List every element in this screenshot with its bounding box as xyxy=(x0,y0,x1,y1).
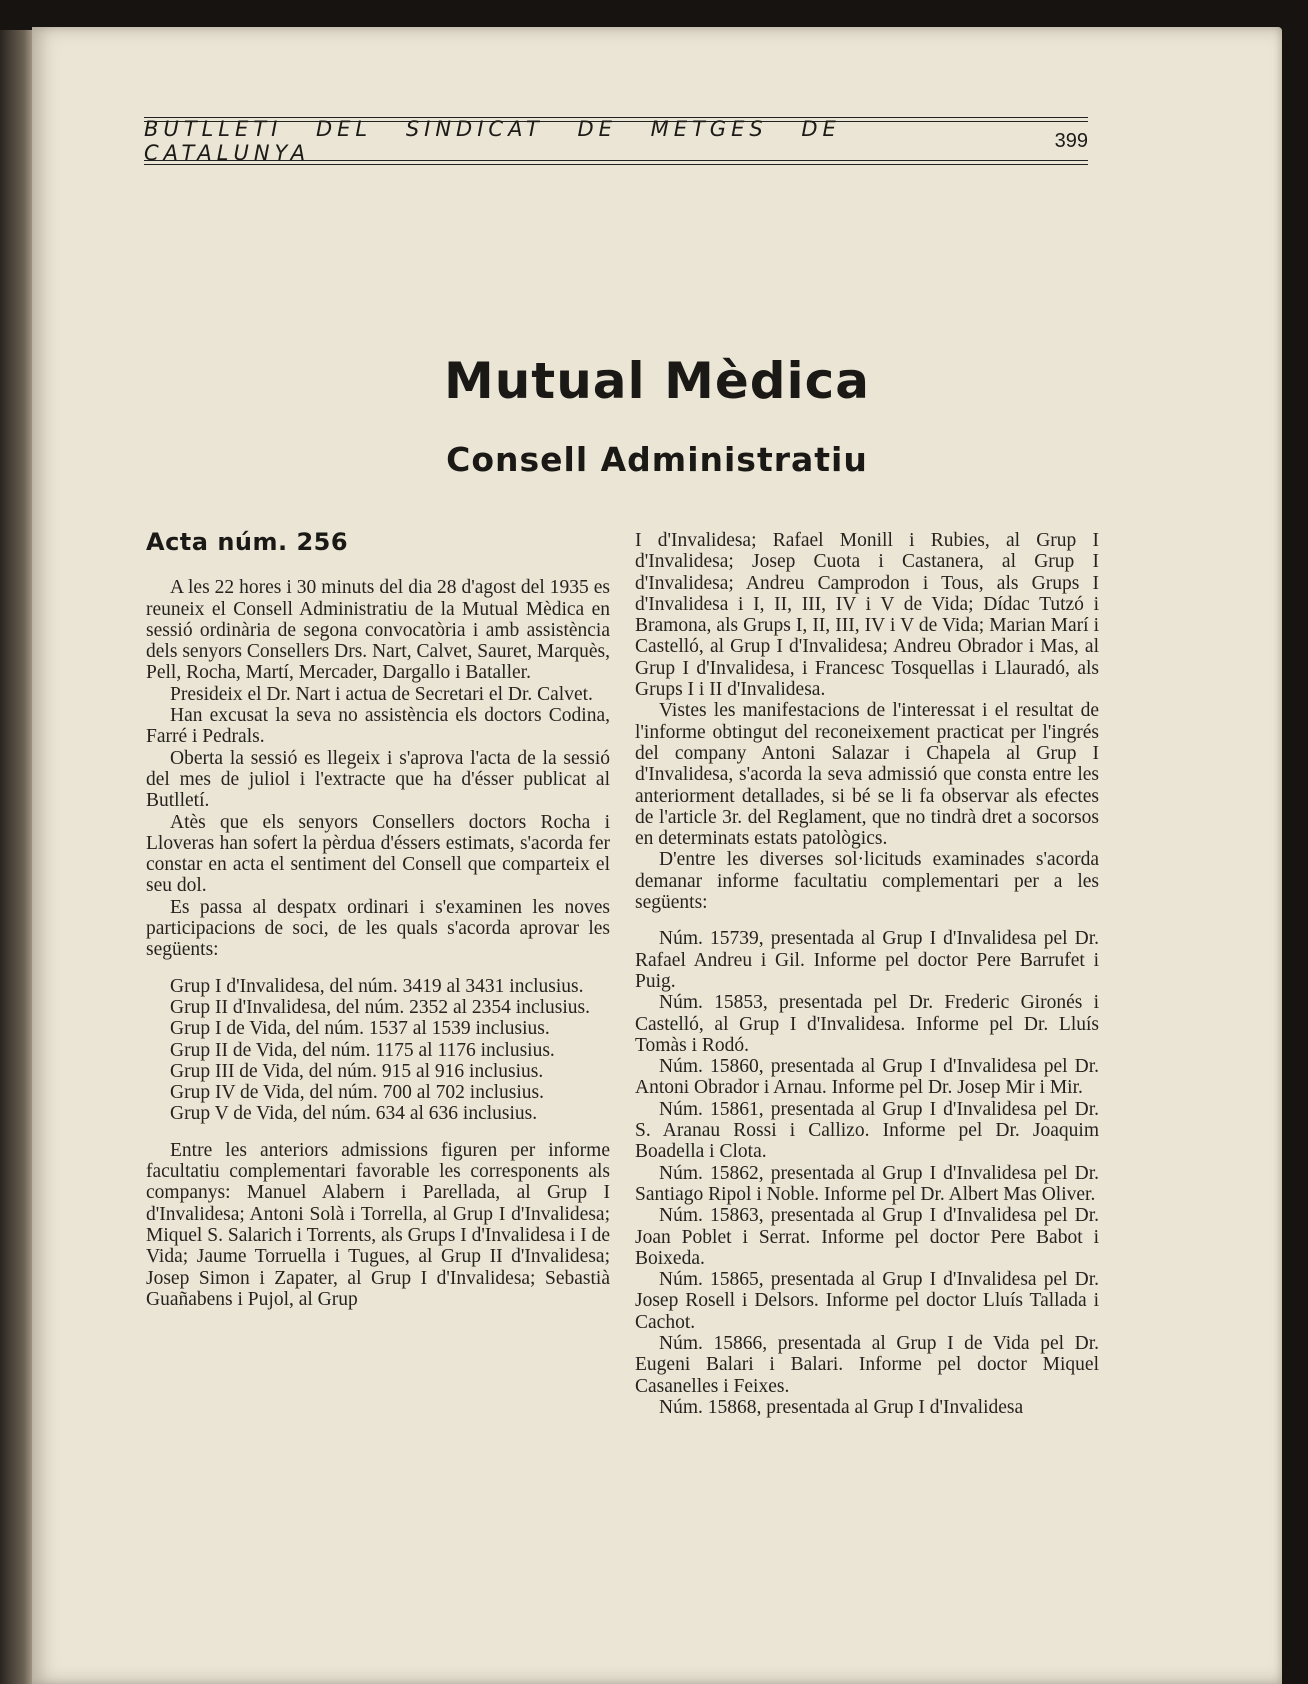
list-item: Grup II de Vida, del núm. 1175 al 1176 inclusius. xyxy=(170,1039,555,1061)
page-number: 399 xyxy=(1054,129,1088,152)
paragraph: Vistes les manifestacions de l'interessat i el resultat de l'informe obtingut del reconeixement practicat per l'ingrés del company Antoni Salazar i Chapela al Grup I d'Invalidesa, s'acorda la seva admissió que consta entre les anteriorment detallades, si bé se li fa observar als efectes de l'article 3r. del Reglament, que no tindrà dret a socorsos en determinats estats patològics. xyxy=(635,700,1099,850)
section-heading: Acta núm. 256 xyxy=(146,528,349,556)
journal-title-word: SINDICAT xyxy=(405,117,544,141)
list-item: Núm. 15868, presentada al Grup I d'Invalidesa xyxy=(659,1396,1024,1418)
list-item: Núm. 15865, presentada al Grup I d'Invalidesa pel Dr. Josep Rosell i Delsors. Informe pel doctor Lluís Tallada i Cachot. xyxy=(635,1269,1099,1333)
book-page xyxy=(32,27,1282,1684)
paragraph: Oberta la sessió es llegeix i s'aprova l'acta de la sessió del mes de juliol i l'extracte que ha d'ésser publicat al Butlletí. xyxy=(146,747,610,812)
list-item: Grup V de Vida, del núm. 634 al 636 inclusius. xyxy=(170,1103,538,1125)
journal-title xyxy=(144,117,1055,165)
journal-title-word: DE xyxy=(801,117,841,141)
journal-title-word: CATALUNYA xyxy=(144,141,311,165)
right-column xyxy=(635,530,1099,1418)
left-column xyxy=(146,528,610,1310)
list-item: Núm. 15862, presentada al Grup I d'Invalidesa pel Dr. Santiago Ripol i Noble. Informe pel Dr. Albert Mas Oliver. xyxy=(635,1162,1099,1205)
list-item: Grup I de Vida, del núm. 1537 al 1539 inclusius. xyxy=(170,1018,550,1040)
journal-title-word: DE xyxy=(577,117,617,141)
journal-title-word: METGES xyxy=(650,117,768,141)
list-item: Grup III de Vida, del núm. 915 al 916 inclusius. xyxy=(170,1060,544,1082)
header-row xyxy=(144,117,1088,165)
list-item: Núm. 15853, presentada pel Dr. Frederic Gironés i Castelló, al Grup I d'Invalidesa. Informe pel Dr. Lluís Tomàs i Rodó. xyxy=(635,992,1099,1056)
paragraph: Presideix el Dr. Nart i actua de Secretari el Dr. Calvet. xyxy=(170,683,593,705)
list-item: Grup II d'Invalidesa, del núm. 2352 al 2354 inclusius. xyxy=(170,996,590,1018)
article-title: Mutual Mèdica xyxy=(443,352,871,410)
paragraph: Atès que els senyors Consellers doctors Rocha i Lloveras han sofert la pèrdua d'éssers estimats, s'acorda fer constar en acta el sentiment del Consell que comparteix el seu dol. xyxy=(146,811,610,897)
paragraph: Han excusat la seva no assistència els doctors Codina, Farré i Pedrals. xyxy=(146,705,610,748)
paragraph: A les 22 hores i 30 minuts del dia 28 d'agost del 1935 es reuneix el Consell Administratiu de la Mutual Mèdica en sessió ordinària de segona convocatòria i amb assistència dels senyors Consellers Drs. Nart, Calvet, Sauret, Marquès, Pell, Rocha, Martí, Mercader, Dargallo i Bataller. xyxy=(146,577,610,684)
list-item: Núm. 15860, presentada al Grup I d'Invalidesa pel Dr. Antoni Obrador i Arnau. Informe pel Dr. Josep Mir i Mir. xyxy=(635,1056,1099,1099)
paragraph: I d'Invalidesa; Rafael Monill i Rubies, al Grup I d'Invalidesa; Josep Cuota i Castanera, al Grup I d'Invalidesa; Andreu Camprodon i Tous, als Grups I d'Invalidesa i I, II, III, IV i V de Vida; Dídac Tutzó i Bramona, als Grups I, II, III, IV i V de Vida; Marian Marí i Castelló, al Grup I d'Invalidesa; Andreu Obrador i Mas, al Grup I d'Invalidesa, i Francesc Tosquellas i Llauradó, als Grups I i II d'Invalidesa. xyxy=(635,530,1099,701)
journal-title-word: BUTLLETI xyxy=(144,117,283,141)
list-item: Grup I d'Invalidesa, del núm. 3419 al 3431 inclusius. xyxy=(170,975,584,997)
list-item: Núm. 15866, presentada al Grup I de Vida pel Dr. Eugeni Balari i Balari. Informe pel doctor Miquel Casanelles i Feixes. xyxy=(635,1332,1099,1397)
paragraph: Es passa al despatx ordinari i s'examinen les noves participacions de soci, de les quals s'acorda aprovar les següents: xyxy=(146,896,610,961)
list-item: Núm. 15863, presentada al Grup I d'Invalidesa pel Dr. Joan Poblet i Serrat. Informe pel doctor Pere Babot i Boixeda. xyxy=(635,1205,1099,1269)
list-item: Núm. 15739, presentada al Grup I d'Invalidesa pel Dr. Rafael Andreu i Gil. Informe pel doctor Pere Barrufet i Puig. xyxy=(635,928,1099,992)
article-subtitle: Consell Administratiu xyxy=(446,440,868,479)
paragraph: Entre les anteriors admissions figuren per informe facultatiu complementari favorable les corresponents als companys: Manuel Alabern i Parellada, al Grup I d'Invalidesa; Antoni Solà i Torrella, al Grup I d'Invalidesa; Miquel S. Salarich i Torrents, als Grups I d'Invalidesa i I de Vida; Jaume Torruella i Tugues, al Grup II d'Invalidesa; Josep Simon i Zapater, al Grup I d'Invalidesa; Sebastià Guañabens i Pujol, al Grup xyxy=(146,1139,610,1310)
list-item: Grup IV de Vida, del núm. 700 al 702 inclusius. xyxy=(170,1082,544,1104)
list-item: Núm. 15861, presentada al Grup I d'Invalidesa pel Dr. S. Aranau Rossi i Callizo. Informe pel Dr. Joaquim Boadella i Clota. xyxy=(635,1098,1099,1163)
journal-title-word: DEL xyxy=(315,117,373,141)
running-header xyxy=(144,117,1088,165)
paragraph: D'entre les diverses sol·licituds examinades s'acorda demanar informe facultatiu complementari per a les següents: xyxy=(635,849,1099,914)
